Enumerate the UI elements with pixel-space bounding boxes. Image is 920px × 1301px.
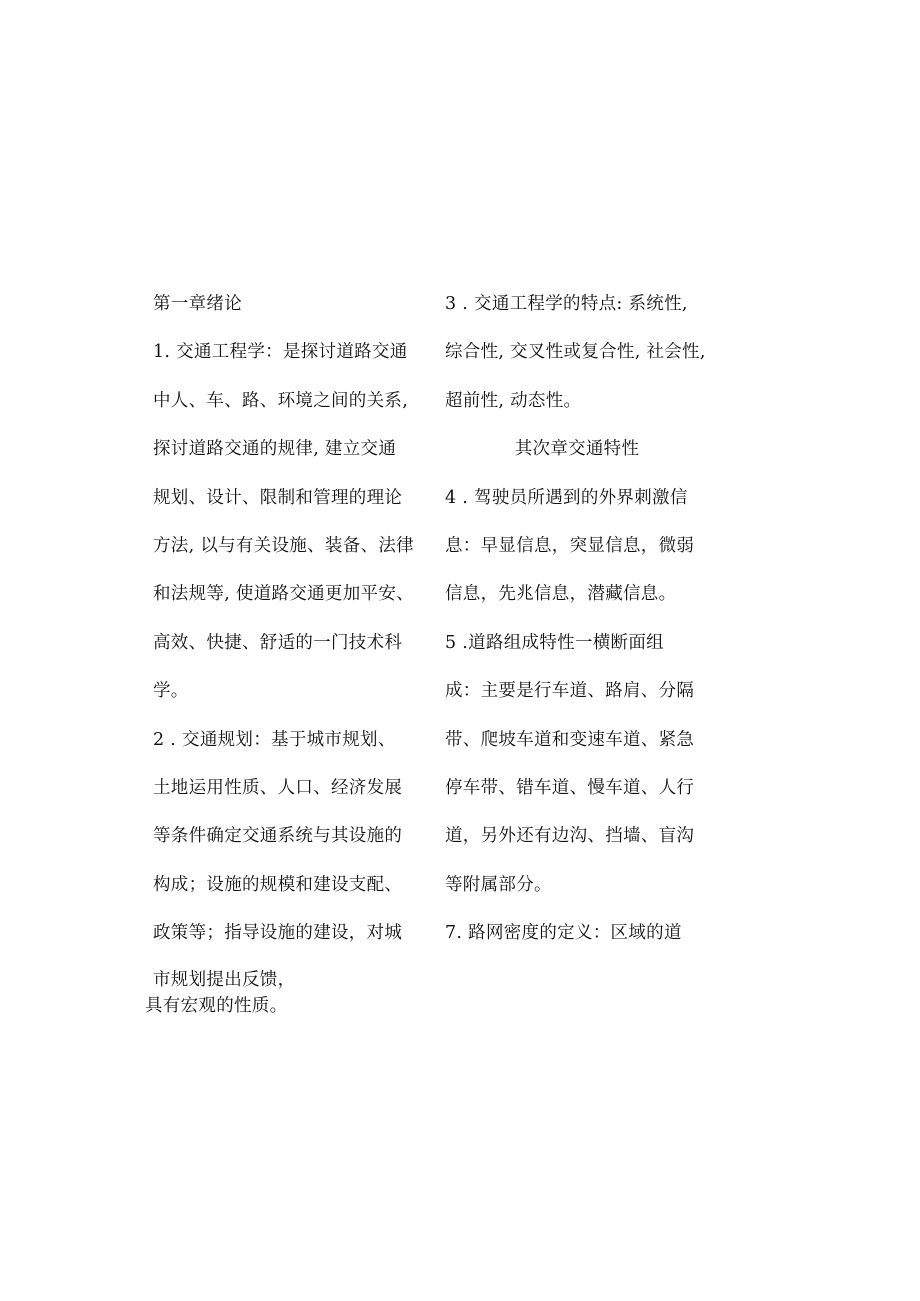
paragraph-line: 停车带、错车道、慢车道、人行 <box>445 777 695 798</box>
paragraph-line: 等附属部分。 <box>445 874 552 895</box>
item-3-heading-line: 3 . 交通工程学的特点: 系统性, <box>445 294 688 314</box>
paragraph-line: 带、爬坡车道和变速车道、紧急 <box>445 729 695 750</box>
item-7-heading-line: 7. 路网密度的定义：区域的道 <box>445 923 682 944</box>
paragraph-line: 综合性, 交叉性或复合性, 社会性, <box>445 342 706 363</box>
paragraph-line: 规划、设计、限制和管理的理论 <box>153 487 403 508</box>
paragraph-line: 等条件确定交通系统与其设施的 <box>153 826 403 847</box>
paragraph-line: 信息，先兆信息，潜藏信息。 <box>445 584 677 605</box>
chapter-1-heading: 第一章绪论 <box>153 294 242 314</box>
paragraph-line: 超前性, 动态性。 <box>445 390 582 411</box>
paragraph-line: 探讨道路交通的规律, 建立交通 <box>153 439 397 460</box>
paragraph-line: 土地运用性质、人口、经济发展 <box>153 777 403 798</box>
chapter-2-heading: 其次章交通特性 <box>514 439 640 460</box>
paragraph-line: 政策等；指导设施的建设，对城 <box>153 923 403 944</box>
item-5-heading-line: 5 .道路组成特性一横断面组 <box>445 632 664 653</box>
paragraph-line: 和法规等, 使道路交通更加平安、 <box>153 584 414 605</box>
item-4-heading-line: 4 . 驾驶员所遇到的外界刺激信 <box>445 487 688 508</box>
paragraph-line: 1. 交通工程学：是探讨道路交通 <box>153 342 408 363</box>
paragraph-line: 道，另外还有边沟、挡墙、盲沟 <box>445 826 695 847</box>
paragraph-line: 构成；设施的规模和建设支配、 <box>153 874 403 895</box>
left-column <box>145 280 433 1019</box>
item-2-heading-line: 2 . 交通规划：基于城市规划、 <box>153 729 396 750</box>
paragraph-line: 学。 <box>153 681 189 702</box>
paragraph-line: 具有宏观的性质。 <box>145 996 288 1017</box>
paragraph-line: 息：早显信息，突显信息，微弱 <box>445 535 695 556</box>
paragraph-line: 方法, 以与有关设施、装备、法律 <box>153 535 414 556</box>
paragraph-line: 成：主要是行车道、路肩、分隔 <box>445 681 695 702</box>
paragraph-line: 高效、快捷、舒适的一门技术科 <box>153 632 403 653</box>
paragraph-line: 中人、车、路、环境之间的关系, <box>153 390 409 411</box>
right-column <box>445 280 735 957</box>
paragraph-line: 市规划提出反馈， <box>153 970 296 991</box>
